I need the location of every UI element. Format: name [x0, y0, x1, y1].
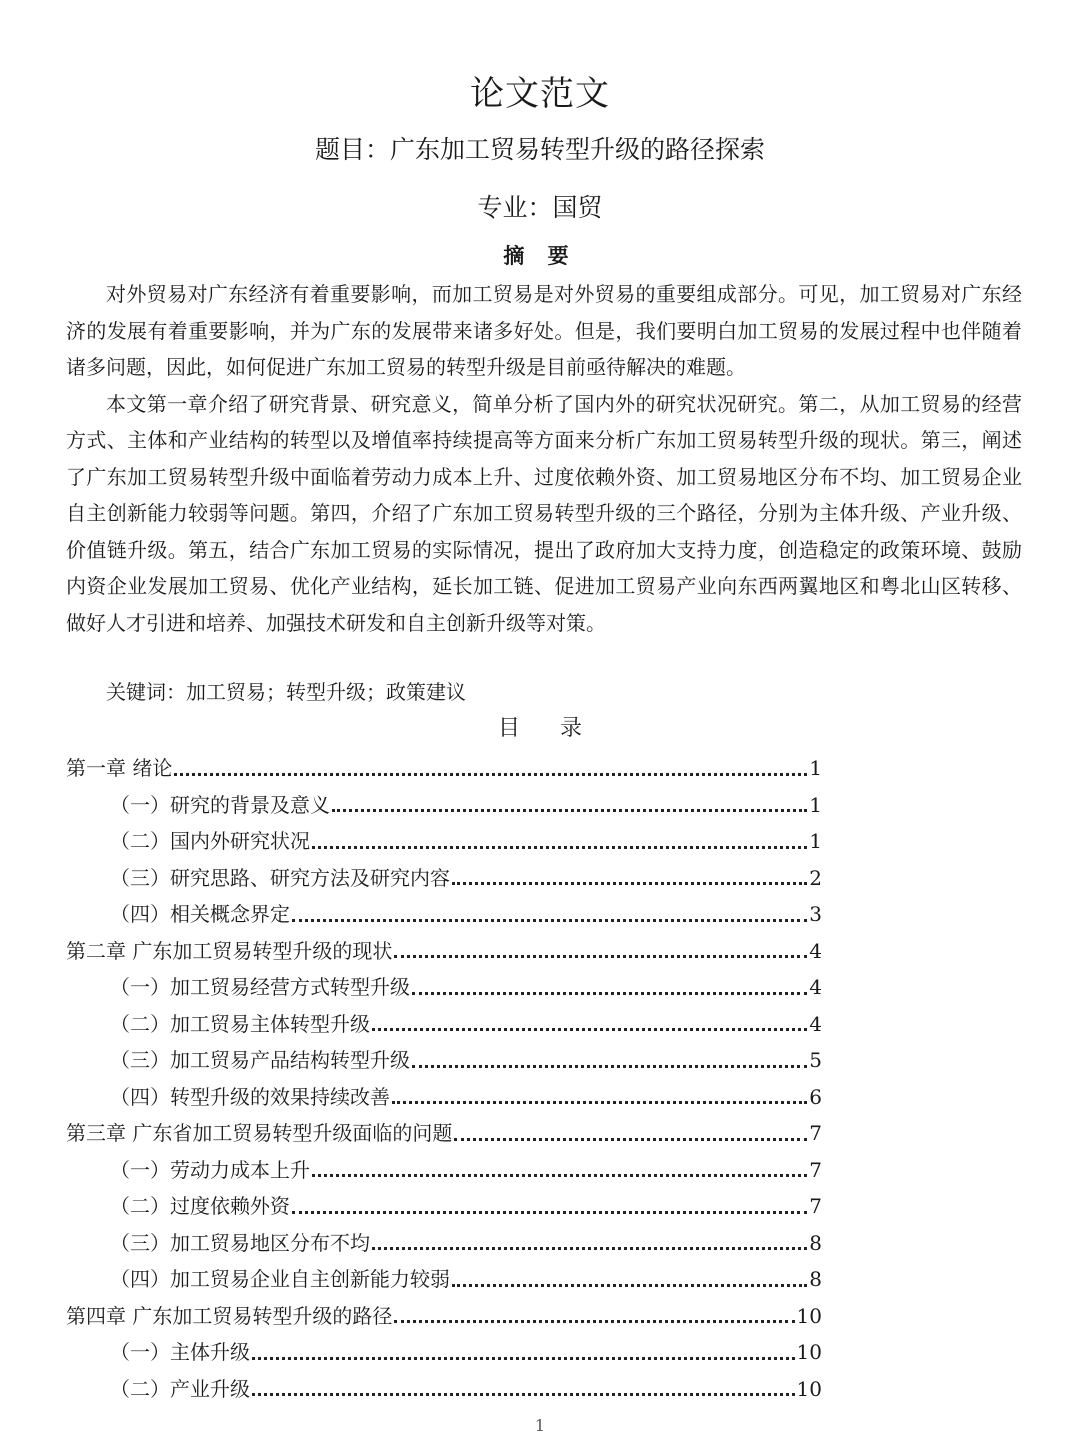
- toc-entry-label: 第二章 广东加工贸易转型升级的现状: [66, 938, 393, 963]
- toc-section-entry[interactable]: [66, 1152, 822, 1189]
- toc-leader-dots: [394, 954, 807, 958]
- toc-entry-label: 第一章 绪论: [66, 756, 173, 780]
- toc-entry-label: （一）加工贸易经营方式转型升级: [110, 975, 410, 999]
- toc-entry-label: （四）加工贸易企业自主创新能力较弱: [110, 1267, 450, 1291]
- toc-leader-dots: [392, 1100, 807, 1104]
- toc-entry-label: （二）加工贸易主体转型升级: [110, 1011, 370, 1036]
- toc-leader-dots: [372, 1246, 807, 1250]
- toc-section-entry[interactable]: [66, 1079, 822, 1116]
- toc-section-entry[interactable]: [66, 1225, 822, 1262]
- toc-entry-page: 7: [809, 1157, 822, 1182]
- toc-chapter-entry[interactable]: [66, 1298, 822, 1335]
- toc-entry-page: 4: [809, 975, 822, 999]
- toc-entry-label: （一）研究的背景及意义: [110, 792, 330, 817]
- toc-leader-dots: [412, 1064, 807, 1068]
- toc-entry-page: 1: [809, 756, 822, 780]
- toc-leader-dots: [312, 1173, 807, 1177]
- toc-section-entry[interactable]: [66, 1261, 822, 1298]
- document-title: 论文范文: [470, 74, 610, 114]
- toc-leader-dots: [292, 1210, 807, 1214]
- toc-entry-page: 2: [809, 865, 822, 890]
- toc-entry-label: （二）产业升级: [110, 1376, 250, 1401]
- toc-entry-label: （三）加工贸易产品结构转型升级: [110, 1048, 410, 1072]
- toc-section-entry[interactable]: [66, 823, 822, 860]
- toc-leader-dots: [312, 845, 807, 849]
- toc-leader-dots: [292, 918, 807, 922]
- toc-leader-dots: [452, 881, 807, 885]
- toc-section-entry[interactable]: [66, 1188, 822, 1225]
- toc-entry-label: （四）相关概念界定: [110, 902, 290, 926]
- toc-section-entry[interactable]: [66, 969, 822, 1006]
- toc-entry-label: 第三章 广东省加工贸易转型升级面临的问题: [66, 1121, 453, 1145]
- toc-chapter-entry[interactable]: [66, 933, 822, 970]
- toc-section-entry[interactable]: [66, 1334, 822, 1371]
- toc-entry-page: 6: [809, 1084, 822, 1109]
- toc-entry-label: 第四章 广东加工贸易转型升级的路径: [66, 1303, 393, 1328]
- toc-entry-page: 10: [796, 1340, 822, 1364]
- toc-entry-label: （三）研究思路、研究方法及研究内容: [110, 865, 450, 890]
- page-number: 1: [534, 1416, 546, 1435]
- toc-leader-dots: [174, 772, 807, 776]
- major-line: 专业：国贸: [477, 193, 603, 222]
- toc-entry-label: （二）国内外研究状况: [110, 829, 310, 853]
- toc-section-entry[interactable]: [66, 896, 822, 933]
- toc-entry-label: （四）转型升级的效果持续改善: [110, 1084, 390, 1109]
- toc-entry-page: 7: [809, 1194, 822, 1218]
- toc-entry-page: 10: [796, 1303, 822, 1328]
- toc-section-entry[interactable]: [66, 787, 822, 824]
- toc-entry-page: 4: [809, 1011, 822, 1036]
- toc-entry-label: （一）主体升级: [110, 1340, 250, 1364]
- toc-entry-page: 10: [796, 1376, 822, 1401]
- toc-leader-dots: [452, 1283, 807, 1287]
- toc-leader-dots: [252, 1356, 795, 1360]
- toc-entry-page: 8: [809, 1230, 822, 1255]
- toc-entry-page: 5: [809, 1048, 822, 1072]
- toc-leader-dots: [394, 1319, 794, 1323]
- toc-entry-page: 1: [809, 829, 822, 853]
- keywords-line: 关键词：加工贸易；转型升级；政策建议: [106, 680, 466, 704]
- toc-heading: 目录: [497, 716, 622, 741]
- toc-entry-label: （三）加工贸易地区分布不均: [110, 1230, 370, 1255]
- toc-leader-dots: [454, 1137, 807, 1141]
- toc-section-entry[interactable]: [66, 1006, 822, 1043]
- abstract-paragraph: 对外贸易对广东经济有着重要影响，而加工贸易是对外贸易的重要组成部分。可见，加工贸易对广东经济的发展有着重要影响，并为广东的发展带来诸多好处。但是，我们要明白加工贸易的发展过程中也伴随着诸多问题，因此，如何促进广东加工贸易的转型升级是目前亟待解决的难题。: [66, 282, 1022, 379]
- toc-entry-page: 7: [809, 1121, 822, 1145]
- toc-entry-page: 3: [809, 902, 822, 926]
- toc-entry-page: 8: [809, 1267, 822, 1291]
- toc-entry-page: 4: [809, 938, 822, 963]
- toc-chapter-entry[interactable]: [66, 1115, 822, 1152]
- toc-leader-dots: [332, 808, 807, 812]
- abstract-paragraph: 本文第一章介绍了研究背景、研究意义，简单分析了国内外的研究状况研究。第二，从加工贸易的经营方式、主体和产业结构的转型以及增值率持续提高等方面来分析广东加工贸易转型升级的现状。第三，阐述了广东加工贸易转型升级中面临着劳动力成本上升、过度依赖外资、加工贸易地区分布不均、加工贸易企业自主创新能力较弱等问题。第四，介绍了广东加工贸易转型升级的三个路径，分别为主体升级、产业升级、价值链升级。第五，结合广东加工贸易的实际情况，提出了政府加大支持力度，创造稳定的政策环境、鼓励内资企业发展加工贸易、优化产业结构，延长加工链、促进加工贸易产业向东西两翼地区和粤北山区转移、做好人才引进和培养、加强技术研发和自主创新升级等对策。: [66, 391, 1022, 635]
- toc-leader-dots: [372, 1027, 807, 1031]
- toc-leader-dots: [252, 1392, 795, 1396]
- toc-section-entry[interactable]: [66, 1042, 822, 1079]
- toc-entry-page: 1: [809, 792, 822, 817]
- toc-chapter-entry[interactable]: [66, 750, 822, 787]
- thesis-subtitle: 题目：广东加工贸易转型升级的路径探索: [314, 135, 765, 164]
- toc-entry-label: （一）劳动力成本上升: [110, 1157, 310, 1182]
- abstract-heading: 摘 要: [503, 243, 577, 268]
- table-of-contents: [66, 750, 822, 1407]
- toc-section-entry[interactable]: [66, 860, 822, 897]
- toc-leader-dots: [412, 991, 807, 995]
- toc-section-entry[interactable]: [66, 1371, 822, 1408]
- toc-entry-label: （二）过度依赖外资: [110, 1194, 290, 1218]
- abstract-body: [66, 276, 1022, 641]
